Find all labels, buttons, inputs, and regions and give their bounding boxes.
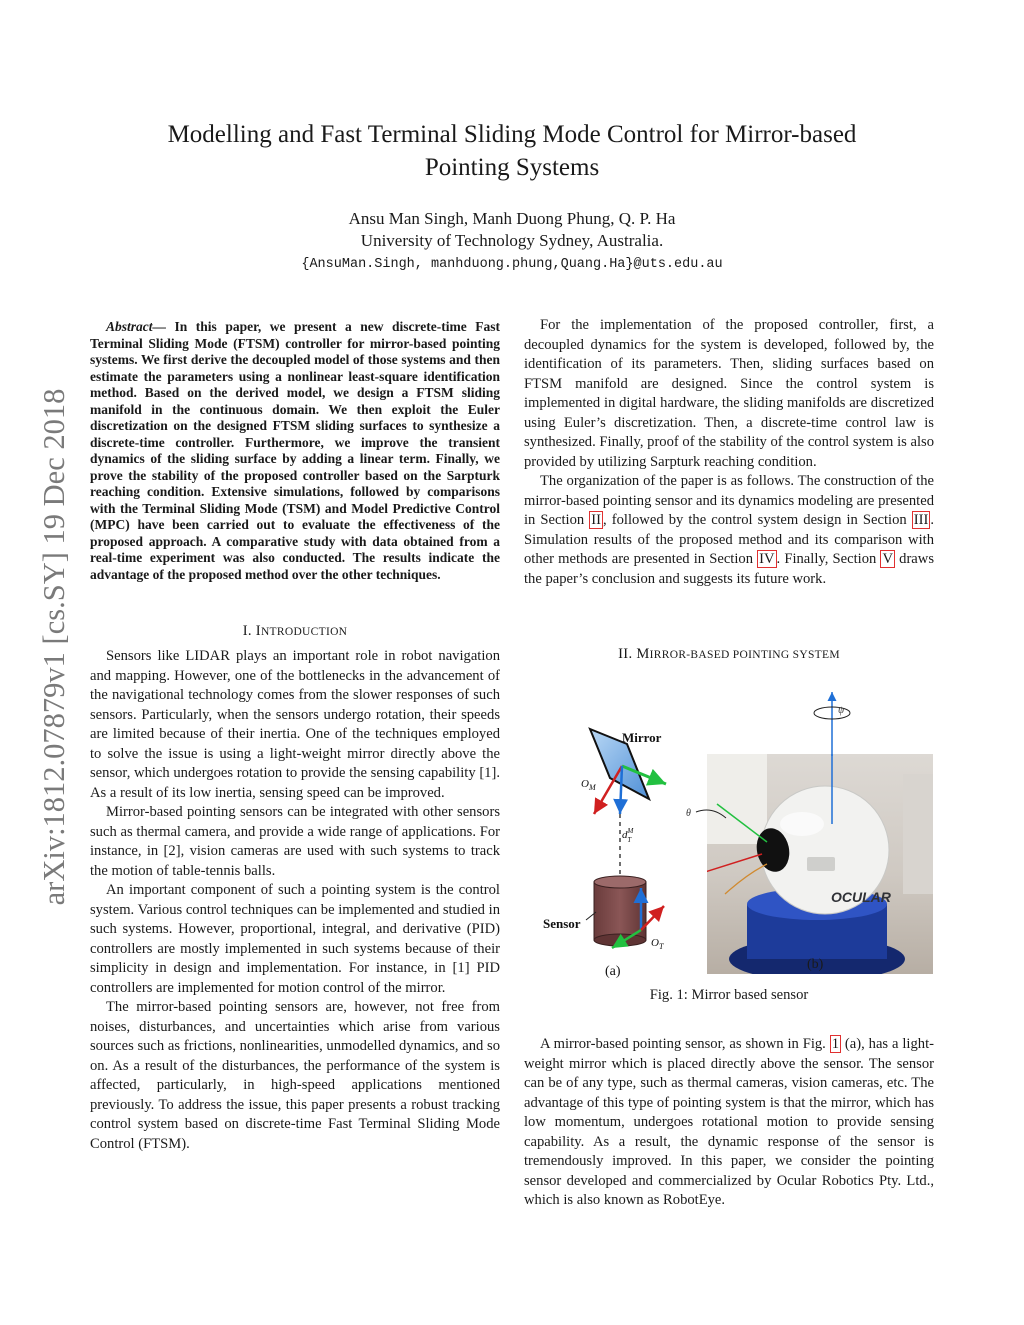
label-a: (a) [605,964,621,979]
section-head-rest: IRROR-BASED POINTING SYSTEM [649,649,840,661]
right-column-body [524,1035,934,1211]
diagram-a [524,686,704,986]
title-line-2: Pointing Systems [424,154,600,181]
section-head-first: M [636,646,650,662]
section-ref-link[interactable]: IV [759,551,775,567]
section-head-first: I [255,623,261,639]
theta-pointer [696,810,726,818]
paragraph: Sensors like LIDAR plays an important role in robot navigation and mapping. However, one of the bottlenecks in the advancement of the navigational technology comes from the slower responses of such sensors. Particularly, when the sensors undergo rotation, their speeds are limited because of their inertia. One of the techniques employed to solve the issue is using a light-weight mirror directly above the sensor, which undergoes rotation to provide the sensing capability [1]. As a result of its low inertia, sensing speed can be improved. [90,648,500,801]
author-block [90,208,934,252]
paragraph: An important component of such a pointing system is the control system. Various control techniques can be implemented and studied in such systems. However, proportional, integral, and derivative (PID) controllers are mostly implemented in such systems because of their simplicity in design and implementation. For instance, in [1] PID controllers are implemented for motion control of the mirror. [90,882,500,996]
text-run: . Finally, Section [776,551,881,567]
figure-caption: Fig. 1: Mirror based sensor [649,987,809,1003]
label-theta: θ [686,808,691,819]
abstract-text: In this paper, we present a new discrete-time Fast Terminal Sliding Mode (FTSM) controller for mirror-based pointing systems. We first derive the decoupled model of those systems and then estimate the parameters using a nonlinear least-square identification method. Based on the derived model, we design a FTSM sliding manifold in the continuous domain. We then exploit the Euler discretization on the designed FTSM sliding surfaces to synthesize a discrete-time controller. Furthermore, we improve the transient dynamics of the sliding surface by adding a linear term. Finally, we prove the stability of the proposed controller based on the Sarpturk reaching condition. Extensive simulations, followed by comparisons with the Terminal Sliding Mode (TSM) and Model Predictive Control (MPC) have been carried out to evaluate the effectiveness of the proposed approach. A comparative study with data obtained from a real-time experiment was also conducted. The results indicate the advantage of the proposed method over the other techniques. [90,319,500,582]
label-ot: $O_T$ [651,937,664,951]
text-run: , followed by the control system design in Section [603,512,912,528]
arxiv-stamp [34,352,74,942]
section-heading-introduction [90,623,500,640]
sensor-top [594,876,646,888]
section-ref-link[interactable]: V [882,551,893,567]
label-distance: $d^M$ T [622,827,634,844]
paragraph: Mirror-based pointing sensors can be integrated with other sensors such as thermal camera, and provide a wide range of applications. For instance, in [2], vision cameras are used with such systems to track the motion of table-tennis balls. [90,804,500,879]
abstract [90,319,500,583]
section-heading-mirror [524,646,934,663]
organization-paragraph [524,472,934,589]
theta-indicator [682,798,742,828]
paper-title [90,118,934,184]
introduction-body [90,647,500,1154]
label-psi: ψ [838,705,845,716]
affiliation: University of Technology Sydney, Australia. [360,231,664,250]
label-b: (b) [807,957,824,972]
label-mirror: Mirror [622,730,662,745]
text-run: A mirror-based pointing sensor, as shown in Fig. [540,1036,830,1052]
text-run: . Simulation results of the proposed method and its comparison with other methods are presented in Section [524,512,934,567]
figure-1 [524,686,934,986]
section-head-rest: NTRODUCTION [260,626,348,638]
background-cabinet [903,774,933,894]
robot-eye-illustration [707,754,933,974]
emblem [807,857,835,871]
photo-axis-red [707,854,762,872]
title-line-1: Modelling and Fast Terminal Sliding Mode Control for Mirror-based [167,121,857,148]
paragraph: For the implementation of the proposed controller, first, a decoupled dynamics for the system is developed, followed by, the identification of its parameters. Then, sliding surfaces based on FTSM manifold are designed. Since the control system is implemented in digital hardware, the sliding manifolds are discretized using Euler’s discretization. Then, a discrete-time control law is synthesized. Finally, proof of the stability of the control system is also provided by utilizing Sarpturk reaching condition. [524,317,934,470]
text-run: The organization of the paper is as follows. The construction of the mirror-based pointing sensor and its dynamics modeling are presented in Section [524,473,934,528]
right-column-intro [524,316,934,589]
ocular-brand: OCULAR [831,889,891,905]
text-run: (a), has a light-weight mirror which is placed directly above the sensor. The sensor can be of any type, such as thermal cameras, vision cameras, etc. The advantage of this type of pointing system is that the mirror, which has low momentum, undergoes rotational motion to provide sensing capability. As a result, the dynamic response of the sensor is tremendously improved. In this paper, we consider the pointing sensor developed and commercialized by Ocular Robotics Pty. Ltd., which is also known as RobotEye. [524,1036,934,1208]
paragraph [524,1035,934,1211]
section-ref-link[interactable]: III [913,512,929,528]
text-run: draws the paper’s conclusion and suggests its future work. [524,551,934,587]
abstract-lead: Abstract— [106,319,167,334]
psi-rotation-indicator [707,686,933,756]
author-emails: {AnsuMan.Singh, manhduong.phung,Quang.Ha}@uts.edu.au [301,257,723,272]
robot-eye-photo [707,754,933,974]
label-sensor: Sensor [543,916,581,931]
section-ref-link[interactable]: II [591,512,602,528]
label-om: $O_M$ [581,778,596,792]
figure-ref-link[interactable]: 1 [831,1036,840,1052]
arxiv-stamp-text: arXiv:1812.07879v1 [cs.SY] 19 Dec 2018 [37,388,71,906]
author-names: Ansu Man Singh, Manh Duong Phung, Q. P. Ha [348,209,676,228]
dome-highlight [780,812,824,836]
photo-theta-arc [725,864,767,894]
section-numeral: II. [618,646,633,662]
paragraph: The mirror-based pointing sensors are, however, not free from noises, disturbances, and uncertainties which arise from various sources such as frictions, nonlinearities, unmodelled dynamics, and so on. As a result of the disturbances, the performance of the system is affected, particularly, in high-speed applications mentioned previously. To address the issue, this paper presents a robust tracking control system based on discrete-time Fast Terminal Sliding Mode Control (FTSM). [90,999,500,1152]
section-numeral: I. [242,623,252,639]
